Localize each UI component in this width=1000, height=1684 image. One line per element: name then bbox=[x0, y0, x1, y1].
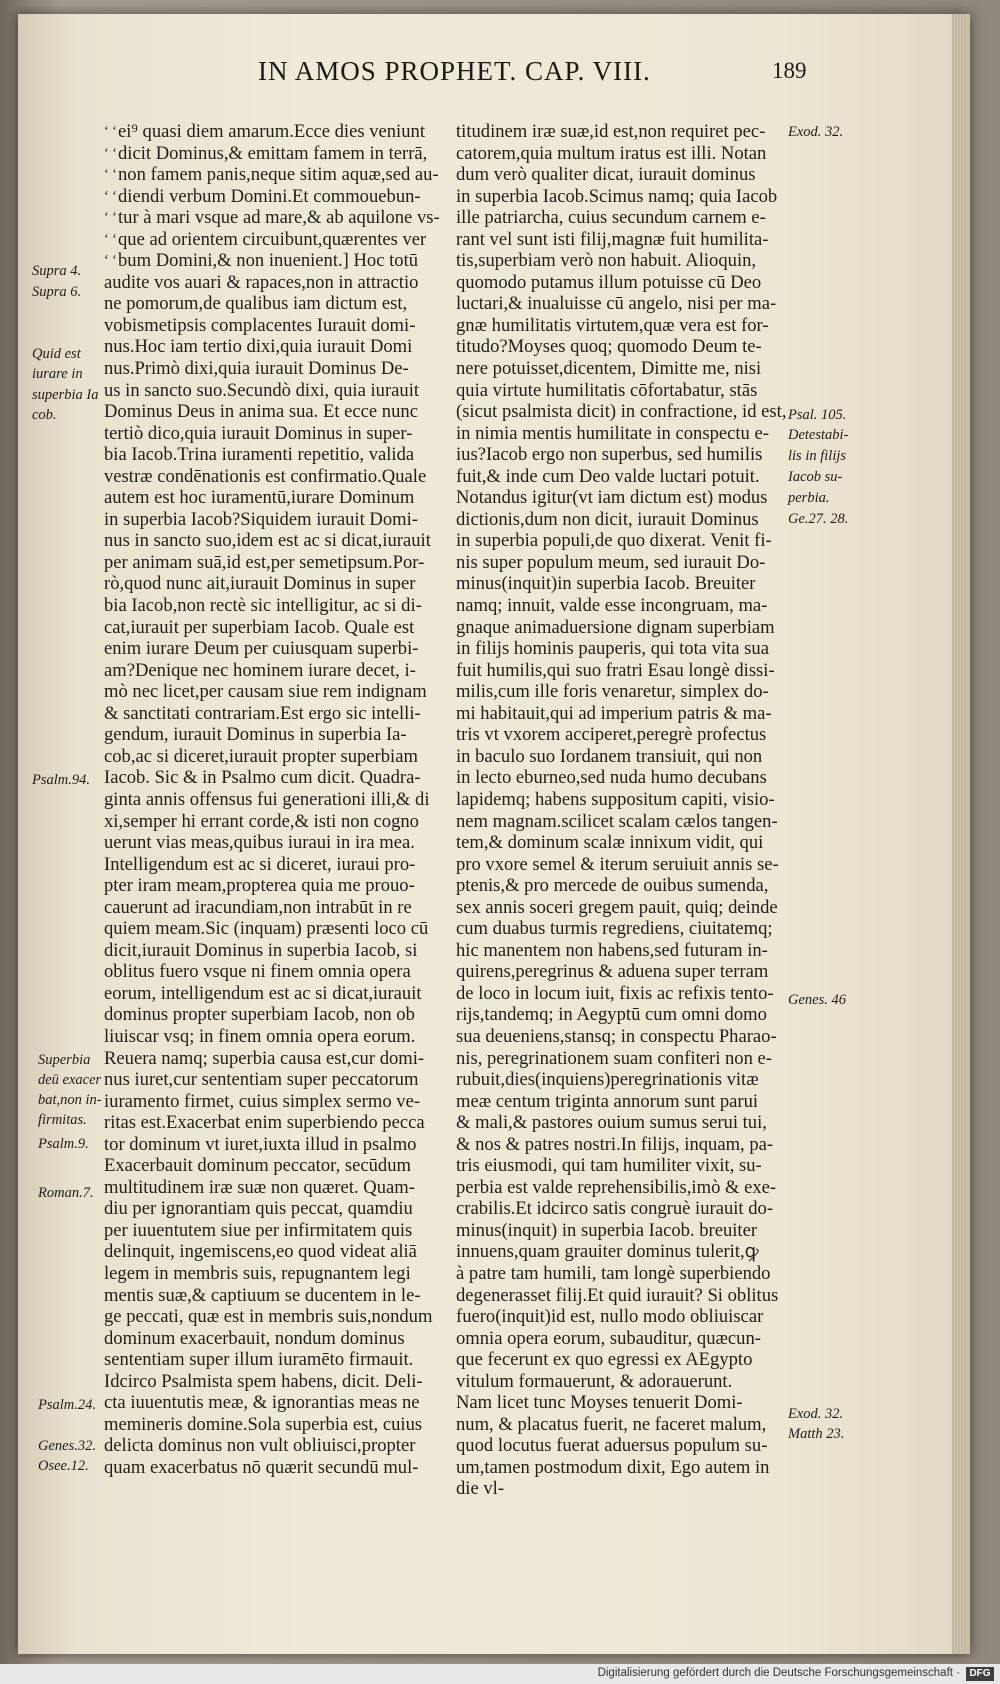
margin-note: Osee.12. bbox=[38, 1458, 89, 1474]
line-text: memineris domine.Sola superbia est, cuius bbox=[104, 1413, 423, 1435]
text-line bbox=[456, 1457, 806, 1479]
text-line bbox=[456, 1091, 806, 1113]
text-line bbox=[456, 724, 806, 746]
text-line bbox=[456, 229, 806, 251]
text-line bbox=[104, 1435, 449, 1457]
line-text: nus in sancto suo,idem est ac si dicat,iurauit bbox=[104, 530, 431, 552]
line-text: dictionis,dum non dicit, iurauit Dominus bbox=[456, 508, 759, 530]
line-text: lapidemq; habens suppositum capiti, visio- bbox=[456, 788, 775, 810]
line-text: & mali,& pastores ouium sumus serui tui, bbox=[456, 1112, 767, 1134]
line-text: nus.Primò dixi,quia iurauit Dominus De- bbox=[104, 358, 409, 380]
text-line bbox=[104, 703, 449, 725]
line-text: audite vos auari & rapaces,non in attractio bbox=[104, 271, 419, 293]
text-line bbox=[456, 660, 806, 682]
line-text: crabilis.Et idcirco satis congruè iurauit do- bbox=[456, 1198, 774, 1220]
quotation-mark: ‘ ‘ bbox=[104, 253, 117, 269]
line-text: Reuera namq; superbia causa est,cur domi- bbox=[104, 1047, 425, 1069]
text-line bbox=[456, 703, 806, 725]
text-line bbox=[456, 207, 806, 229]
line-text: us in sancto suo.Secundò dixi, quia iurauit bbox=[104, 379, 420, 401]
line-text: nis super populum meum, sed iurauit Do- bbox=[456, 551, 766, 573]
text-line bbox=[104, 940, 449, 962]
line-text: & sanctitati contrariam.Est ergo sic intelli- bbox=[104, 702, 421, 724]
text-line bbox=[104, 1392, 449, 1414]
quotation-mark: ‘ ‘ bbox=[104, 145, 117, 161]
text-line bbox=[104, 1241, 449, 1263]
text-line bbox=[104, 444, 449, 466]
text-line bbox=[104, 789, 449, 811]
running-title: IN AMOS PROPHET. CAP. VIII. bbox=[258, 56, 651, 86]
text-line bbox=[456, 121, 806, 143]
line-text: fuero(inquit)id est, nullo modo obliuiscar bbox=[456, 1306, 764, 1328]
line-text: dominus propter superbiam Iacob, non ob bbox=[104, 1004, 415, 1026]
margin-note: iurare in bbox=[32, 366, 83, 382]
text-line bbox=[456, 1134, 806, 1156]
line-text: liuiscar vsq; in finem omnia opera eorum. bbox=[104, 1025, 416, 1047]
margin-note: perbia. bbox=[788, 490, 830, 506]
line-text: quia virtute humilitatis cōfortabatur, stās bbox=[456, 379, 758, 401]
text-line bbox=[456, 767, 806, 789]
text-line bbox=[456, 1112, 806, 1134]
text-line bbox=[456, 1241, 806, 1263]
text-line bbox=[456, 1198, 806, 1220]
line-text: degenerasset filij.Et quid iurauit? Si oblitus bbox=[456, 1284, 779, 1306]
quotation-mark: ‘ ‘ bbox=[104, 167, 117, 183]
text-line bbox=[456, 1392, 806, 1414]
text-line bbox=[104, 1134, 449, 1156]
text-line bbox=[104, 164, 449, 186]
text-line bbox=[104, 487, 449, 509]
margin-note: Psal. 105. bbox=[788, 407, 847, 423]
line-text: Idcirco Psalmista spem habens, dicit. Deli- bbox=[104, 1370, 423, 1392]
text-line bbox=[456, 789, 806, 811]
line-text: dominum exacerbauit, nondum dominus bbox=[104, 1327, 405, 1349]
text-line bbox=[104, 595, 449, 617]
line-text: diendi verbum Domini.Et commouebun- bbox=[118, 185, 421, 207]
line-text: non famem panis,neque sitim aquæ,sed au- bbox=[118, 164, 439, 186]
line-text: pter iram meam,propterea quia me prouo- bbox=[104, 875, 415, 897]
text-line bbox=[456, 1026, 806, 1048]
page-number: 189 bbox=[772, 58, 807, 83]
margin-note: bat,non in- bbox=[38, 1092, 102, 1108]
line-text: ritas est.Exacerbat enim superbiendo pecca bbox=[104, 1112, 425, 1134]
line-text: minus(inquit)in superbia Iacob. Breuiter bbox=[456, 573, 756, 595]
text-line bbox=[456, 487, 806, 509]
text-line bbox=[456, 1349, 806, 1371]
text-line bbox=[104, 1069, 449, 1091]
line-text: legem in membris suis, repugnantem legi bbox=[104, 1262, 411, 1284]
line-text: mentis suæ,& captiuum se ducentem in le- bbox=[104, 1284, 421, 1306]
text-line bbox=[104, 617, 449, 639]
margin-note: Psalm.94. bbox=[32, 772, 90, 788]
text-line bbox=[104, 207, 449, 229]
digitization-footer bbox=[0, 1664, 1000, 1684]
text-line bbox=[456, 918, 806, 940]
line-text: quomodo putamus illum potuisse cū Deo bbox=[456, 271, 762, 293]
text-line bbox=[456, 681, 806, 703]
line-text: ge peccati, quæ est in membris suis,nondum bbox=[104, 1306, 433, 1328]
line-text: autem est hoc iuramentū,iurare Dominum bbox=[104, 487, 415, 509]
text-line bbox=[456, 509, 806, 531]
line-text: gnaque animaduersione dignam superbiam bbox=[456, 616, 775, 638]
text-line bbox=[456, 875, 806, 897]
margin-note: Ge.27. 28. bbox=[788, 511, 849, 527]
text-line bbox=[104, 401, 449, 423]
line-text: in superbia Iacob.Scimus namq; quia Iacob bbox=[456, 185, 778, 207]
line-text: Nam licet tunc Moyses tenuerit Domi- bbox=[456, 1392, 743, 1414]
line-text: per iuuentutem siue per infirmitatem quis bbox=[104, 1219, 413, 1241]
line-text: in superbia populi,de quo dixerat. Venit fi- bbox=[456, 530, 772, 552]
text-line bbox=[456, 1048, 806, 1070]
text-line bbox=[104, 875, 449, 897]
line-text: nus.Hoc iam tertio dixi,quia iurauit Domi bbox=[104, 336, 413, 358]
text-line bbox=[104, 1198, 449, 1220]
text-line bbox=[456, 1478, 806, 1500]
line-text: nus iuret,cur sententiam super peccatorum bbox=[104, 1069, 419, 1091]
text-line bbox=[104, 229, 449, 251]
text-line bbox=[456, 617, 806, 639]
text-line bbox=[104, 1328, 449, 1350]
text-line bbox=[104, 1371, 449, 1393]
line-text: Intelligendum est ac si diceret, iuraui pro- bbox=[104, 853, 416, 875]
text-line bbox=[104, 250, 449, 272]
margin-note: Supra 6. bbox=[32, 284, 82, 300]
line-text: quod locutus fuerat aduersus populum su- bbox=[456, 1435, 768, 1457]
text-line bbox=[104, 1349, 449, 1371]
line-text: in nimia mentis humilitate in conspectu e- bbox=[456, 422, 769, 444]
line-text: multitudinem iræ suæ non quæret. Quam- bbox=[104, 1176, 415, 1198]
text-line bbox=[104, 897, 449, 919]
quotation-mark: ‘ ‘ bbox=[104, 210, 117, 226]
text-line bbox=[104, 746, 449, 768]
line-text: nis, peregrinationem suam confiteri non e- bbox=[456, 1047, 772, 1069]
line-text: tur à mari vsque ad mare,& ab aquilone vs- bbox=[118, 207, 440, 229]
text-line bbox=[456, 401, 806, 423]
line-text: eorum, intelligendum est ac si dicat,iurauit bbox=[104, 982, 422, 1004]
text-line bbox=[104, 638, 449, 660]
line-text: à patre tam humili, tam longè superbiendo bbox=[456, 1262, 771, 1284]
line-text: in lecto eburneo,sed nuda humo decubans bbox=[456, 767, 767, 789]
text-line bbox=[104, 1048, 449, 1070]
text-line bbox=[456, 940, 806, 962]
text-line bbox=[456, 832, 806, 854]
text-line bbox=[456, 746, 806, 768]
line-text: sua deueniens,stansq; in conspectu Pharao- bbox=[456, 1025, 777, 1047]
text-line bbox=[104, 811, 449, 833]
margin-note: Detestabi- bbox=[788, 427, 849, 443]
line-text: am?Denique nec hominem iurare decet, i- bbox=[104, 659, 416, 681]
line-text: ius?Iacob ergo non superbus, sed humilis bbox=[456, 444, 763, 466]
text-line bbox=[456, 164, 806, 186]
line-text: quiem meam.Sic (inquam) præsenti loco cū bbox=[104, 918, 429, 940]
line-text: titudinem iræ suæ,id est,non requiret pec- bbox=[456, 121, 766, 142]
text-line bbox=[456, 1371, 806, 1393]
line-text: milis,cum ille foris venaretur, simplex do- bbox=[456, 681, 769, 703]
line-text: vitulum formauerunt, & adorauerunt. bbox=[456, 1370, 733, 1392]
text-line bbox=[104, 336, 449, 358]
line-text: vobismetipsis complacentes Iurauit domi- bbox=[104, 314, 416, 336]
text-line bbox=[104, 1414, 449, 1436]
line-text: que fecerunt ex quo egressi ex AEgypto bbox=[456, 1349, 753, 1371]
line-text: nere potuisset,dicentem, Dimitte me, nisi bbox=[456, 358, 762, 380]
text-line bbox=[104, 832, 449, 854]
margin-note: Genes. 46 bbox=[788, 992, 846, 1008]
text-line bbox=[104, 358, 449, 380]
line-text: dicit,iurauit Dominus in superbia Iacob, si bbox=[104, 939, 418, 961]
footer-credit: Digitalisierung gefördert durch die Deutsche Forschungsgemeinschaft · bbox=[597, 1667, 960, 1679]
line-text: cob,ac si diceret,iurauit propter superbiam bbox=[104, 745, 418, 767]
text-line bbox=[104, 1155, 449, 1177]
line-text: luctari,& inualuisse cū angelo, nisi per ma- bbox=[456, 293, 777, 315]
line-text: die vl- bbox=[456, 1478, 505, 1500]
text-line bbox=[104, 1285, 449, 1307]
line-text: ginta annis offensus fui generationi illi,& di bbox=[104, 788, 430, 810]
line-text: ille patriarcha, cuius secundum carnem e- bbox=[456, 207, 766, 229]
page-edge bbox=[952, 14, 970, 1654]
text-line bbox=[456, 1155, 806, 1177]
text-line bbox=[456, 983, 806, 1005]
line-text: Iacob. Sic & in Psalmo cum dicit. Quadra- bbox=[104, 767, 421, 789]
text-line bbox=[104, 961, 449, 983]
margin-note: Iacob su- bbox=[788, 469, 843, 485]
line-text: tis,superbiam verò non habuit. Alioquin, bbox=[456, 250, 757, 272]
text-line bbox=[456, 595, 806, 617]
line-text: dicit Dominus,& emittam famem in terrā, bbox=[118, 142, 428, 164]
line-text: innuens,quam grauiter dominus tulerit,ꝙ bbox=[456, 1241, 759, 1263]
text-line bbox=[104, 143, 449, 165]
text-line bbox=[456, 1220, 806, 1242]
line-text: rò,quod nunc ait,iurauit Dominus in super bbox=[104, 573, 416, 595]
right-text-column bbox=[456, 121, 806, 1500]
line-text: rubuit,dies(inquiens)peregrinationis vitæ bbox=[456, 1069, 759, 1091]
text-line bbox=[456, 315, 806, 337]
line-text: fuit humilis,qui suo fratri Esau longè dissi- bbox=[456, 659, 775, 681]
margin-note: Psalm.24. bbox=[38, 1397, 96, 1413]
text-line bbox=[456, 573, 806, 595]
line-text: cta iuuentutis meæ, & ignorantias meas ne bbox=[104, 1392, 420, 1414]
margin-note: Supra 4. bbox=[32, 263, 82, 279]
text-line bbox=[456, 854, 806, 876]
text-line bbox=[104, 1091, 449, 1113]
line-text: gnæ humilitatis virtutem,quæ vera est for- bbox=[456, 314, 769, 336]
text-line bbox=[104, 423, 449, 445]
book-page bbox=[18, 14, 970, 1654]
text-line bbox=[104, 552, 449, 574]
line-text: oblitus fuero vsque ni finem omnia opera bbox=[104, 961, 411, 983]
text-line bbox=[104, 293, 449, 315]
line-text: Exacerbauit dominum peccator, secūdum bbox=[104, 1155, 411, 1177]
line-text: catorem,quia multum iratus est illi. Notan bbox=[456, 142, 767, 164]
line-text: iuramento firmet, cuius simplex sermo ve- bbox=[104, 1090, 421, 1112]
line-text: num, & placatus fuerit, ne faceret malum, bbox=[456, 1413, 767, 1435]
line-text: minus(inquit) in superbia Iacob. breuiter bbox=[456, 1219, 758, 1241]
margin-note: Genes.32. bbox=[38, 1438, 96, 1454]
line-text: cum duabus turmis regrediens, ciuitatemq; bbox=[456, 918, 773, 940]
line-text: Dominus Deus in anima sua. Et ecce nunc bbox=[104, 401, 418, 423]
line-text: dum verò qualiter dicat, iurauit dominus bbox=[456, 164, 756, 186]
text-line bbox=[104, 918, 449, 940]
text-line bbox=[104, 660, 449, 682]
line-text: sex annis soceri gregem pauit, quiq; deinde bbox=[456, 896, 778, 918]
line-text: perbia est valde reprehensibilis,imò & exe- bbox=[456, 1176, 777, 1198]
text-line bbox=[456, 336, 806, 358]
text-line bbox=[456, 552, 806, 574]
line-text: delinquit, ingemiscens,eo quod videat aliā bbox=[104, 1241, 417, 1263]
text-line bbox=[104, 530, 449, 552]
line-text: in filijs hominis pauperis, qui tota vita sua bbox=[456, 638, 769, 660]
text-line bbox=[456, 1306, 806, 1328]
text-line bbox=[104, 1004, 449, 1026]
quotation-mark: ‘ ‘ bbox=[104, 231, 117, 247]
text-line bbox=[104, 1457, 449, 1479]
quotation-mark: ‘ ‘ bbox=[104, 188, 117, 204]
line-text: cauerunt ad iracundiam,non intrabūt in re bbox=[104, 896, 412, 918]
line-text: um,tamen postmodum dixit, Ego autem in bbox=[456, 1456, 770, 1478]
running-head bbox=[18, 56, 970, 86]
margin-note: superbia Ia bbox=[32, 387, 99, 403]
text-line bbox=[456, 250, 806, 272]
quotation-mark: ‘ ‘ bbox=[104, 124, 117, 139]
line-text: ei⁹ quasi diem amarum.Ecce dies veniunt bbox=[118, 121, 425, 142]
line-text: diu per ignorantiam quis peccat, quamdiu bbox=[104, 1198, 413, 1220]
text-line bbox=[104, 854, 449, 876]
line-text: namq; innuit, valde esse incongruam, ma- bbox=[456, 595, 768, 617]
margin-note: Roman.7. bbox=[38, 1185, 94, 1201]
text-line bbox=[104, 724, 449, 746]
line-text: rijs,tandemq; in Aegyptū cum omni domo bbox=[456, 1004, 767, 1026]
text-line bbox=[456, 380, 806, 402]
line-text: pro vxore semel & iterum seruiuit annis se- bbox=[456, 853, 779, 875]
text-line bbox=[456, 1263, 806, 1285]
line-text: bia Iacob,non rectè sic intelligitur, ac si di- bbox=[104, 595, 422, 617]
margin-note: Matth 23. bbox=[788, 1426, 845, 1442]
text-line bbox=[456, 1069, 806, 1091]
text-line bbox=[456, 1414, 806, 1436]
text-line bbox=[104, 509, 449, 531]
text-line bbox=[104, 186, 449, 208]
line-text: tem,& dominum scalæ innixum vidit, qui bbox=[456, 832, 764, 854]
text-line bbox=[104, 1026, 449, 1048]
text-line bbox=[456, 1435, 806, 1457]
line-text: sententiam super illum iuramēto firmauit. bbox=[104, 1349, 414, 1371]
text-line bbox=[104, 466, 449, 488]
line-text: quirens,peregrinus & aduena super terram bbox=[456, 961, 769, 983]
line-text: cat,iurauit per superbiam Iacob. Quale est bbox=[104, 616, 415, 638]
line-text: tris eiusmodi, qui tam humiliter vixit, su- bbox=[456, 1155, 762, 1177]
margin-note: Exod. 32. bbox=[788, 1406, 844, 1422]
margin-note: firmitas. bbox=[38, 1112, 87, 1128]
line-text: Notandus igitur(vt iam dictum est) modus bbox=[456, 487, 768, 509]
text-line bbox=[104, 681, 449, 703]
line-text: (sicut psalmista dicit) in confractione, id est, bbox=[456, 401, 787, 423]
text-line bbox=[456, 1328, 806, 1350]
text-line bbox=[104, 380, 449, 402]
margin-note: lis in filijs bbox=[788, 448, 847, 464]
line-text: rant vel sunt isti filij,magnæ fuit humilita- bbox=[456, 228, 769, 250]
text-line bbox=[456, 1004, 806, 1026]
line-text: xi,semper hi errant corde,& isti non cogno bbox=[104, 810, 419, 832]
text-line bbox=[104, 315, 449, 337]
line-text: fuit,& inde cum Deo valde luctari potuit. bbox=[456, 465, 760, 487]
line-text: in baculo suo Iordanem transiuit, qui non bbox=[456, 745, 763, 767]
margin-note: Exod. 32. bbox=[788, 124, 844, 140]
margin-note: Quid est bbox=[32, 346, 81, 362]
line-text: gendum, iurauit Dominus in superbia Ia- bbox=[104, 724, 407, 746]
text-line bbox=[104, 121, 449, 143]
line-text: tor dominum vt iuret,iuxta illud in psalmo bbox=[104, 1133, 417, 1155]
text-line bbox=[104, 573, 449, 595]
text-line bbox=[104, 1177, 449, 1199]
line-text: omnia opera eorum, subauditur, quæcun- bbox=[456, 1327, 761, 1349]
text-line bbox=[456, 530, 806, 552]
line-text: mi habitauit,qui ad imperium patris & ma- bbox=[456, 702, 772, 724]
dfg-logo: DFG bbox=[966, 1667, 994, 1681]
line-text: vestræ condēnationis est confirmatio.Quale bbox=[104, 465, 427, 487]
text-line bbox=[456, 444, 806, 466]
line-text: tris vt vxorem acciperet,peregrè profectus bbox=[456, 724, 767, 746]
text-line bbox=[456, 466, 806, 488]
line-text: ne pomorum,de qualibus iam dictum est, bbox=[104, 293, 408, 315]
text-line bbox=[456, 897, 806, 919]
line-text: delicta dominus non vult obliuisci,propter bbox=[104, 1435, 416, 1457]
text-line bbox=[456, 638, 806, 660]
left-text-column bbox=[104, 121, 449, 1478]
text-line bbox=[456, 272, 806, 294]
margin-note: Superbia bbox=[38, 1052, 91, 1068]
line-text: nem magnam.scilicet scalam cælos tangen- bbox=[456, 810, 778, 832]
line-text: enim iurare Deum per cuiusquam superbi- bbox=[104, 638, 419, 660]
line-text: in superbia Iacob?Siquidem iurauit Domi- bbox=[104, 508, 418, 530]
line-text: de loco in locum iuit, fixis ac refixis tento- bbox=[456, 982, 774, 1004]
margin-note: cob. bbox=[32, 407, 57, 423]
line-text: mò nec licet,per causam siue rem indignam bbox=[104, 681, 427, 703]
text-line bbox=[456, 1177, 806, 1199]
line-text: per animam suā,id est,per semetipsum.Por- bbox=[104, 551, 425, 573]
line-text: meæ centum triginta annorum sunt parui bbox=[456, 1090, 759, 1112]
line-text: quam exacerbatus nō quærit secundū mul- bbox=[104, 1456, 419, 1478]
line-text: tertiò dico,quia iurauit Dominus in super- bbox=[104, 422, 413, 444]
text-line bbox=[104, 1263, 449, 1285]
text-line bbox=[104, 983, 449, 1005]
text-line bbox=[104, 1112, 449, 1134]
text-line bbox=[104, 272, 449, 294]
line-text: uerunt vias meas,quibus iuraui in ira mea. bbox=[104, 832, 415, 854]
line-text: ptenis,& pro mercede de ouibus sumenda, bbox=[456, 875, 769, 897]
line-text: bum Domini,& non inuenient.] Hoc totū bbox=[118, 250, 419, 272]
text-line bbox=[456, 358, 806, 380]
margin-note: deū exacer bbox=[38, 1072, 102, 1088]
text-line bbox=[104, 1220, 449, 1242]
text-line bbox=[456, 143, 806, 165]
line-text: titudo?Moyses quoq; quomodo Deum te- bbox=[456, 336, 762, 358]
text-line bbox=[456, 1285, 806, 1307]
line-text: & nos & patres nostri.In filijs, inquam, pa- bbox=[456, 1133, 774, 1155]
text-line bbox=[456, 811, 806, 833]
text-line bbox=[456, 961, 806, 983]
text-line bbox=[104, 767, 449, 789]
line-text: bia Iacob.Trina iuramenti repetitio, valida bbox=[104, 444, 415, 466]
text-line bbox=[104, 1306, 449, 1328]
margin-note: Psalm.9. bbox=[38, 1136, 89, 1152]
line-text: que ad orientem circuibunt,quærentes ver bbox=[118, 228, 427, 250]
text-line bbox=[456, 423, 806, 445]
text-line bbox=[456, 293, 806, 315]
line-text: hic manentem non habens,sed futuram in- bbox=[456, 939, 768, 961]
text-line bbox=[456, 186, 806, 208]
